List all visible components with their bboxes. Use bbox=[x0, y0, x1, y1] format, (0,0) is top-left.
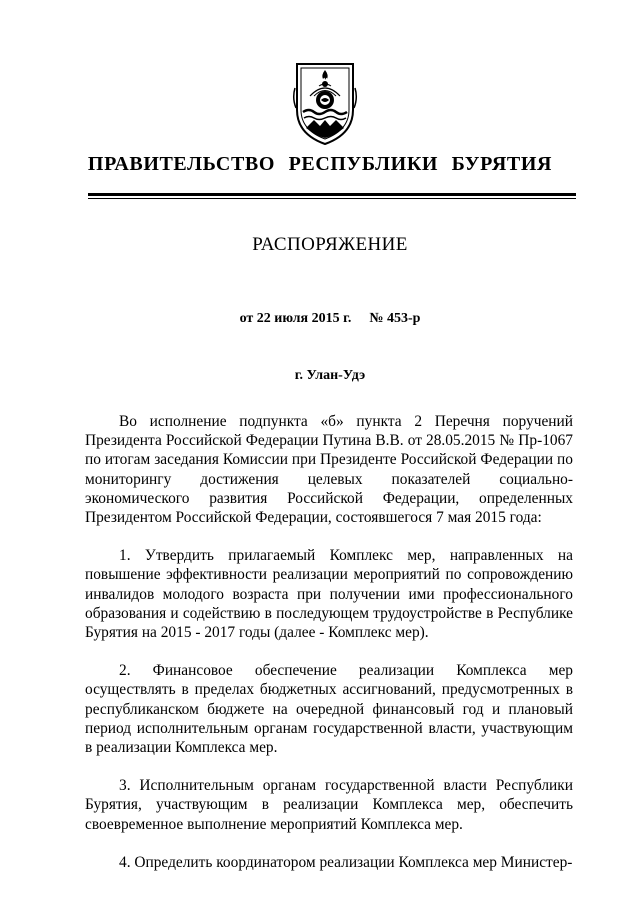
document-meta bbox=[0, 311, 640, 327]
header-rule-thick bbox=[88, 193, 576, 196]
document-type: РАСПОРЯЖЕНИЕ bbox=[252, 234, 408, 255]
paragraph-item-1: 1. Утвердить прилагаемый Комплекс мер, направленных на повышение эффективности реализации мероприятий по сопровождению инвалидов молодого возраста при получении ими профессионального образования и содействию в последующем трудоустройстве в Республике Бурятия на 2015 - 2017 годы (далее - Комплекс мер). bbox=[85, 547, 573, 642]
paragraph-item-4: 4. Определить координатором реализации Комплекса мер Министер- bbox=[119, 853, 573, 871]
document-city: г. Улан-Удэ bbox=[294, 368, 366, 383]
document-number: № 453-р bbox=[369, 311, 421, 326]
document-date: от 22 июля 2015 г. bbox=[239, 311, 352, 326]
header-rule-thin bbox=[88, 198, 576, 199]
paragraph-item-2: 2. Финансовое обеспечение реализации Комплекса мер осуществлять в пределах бюджетных ассигнований, предусмотренных в республиканском бюджете на очередной финансовый год и плановый период исполнительным органам государственной власти, участвующим в реализации Комплекса мер. bbox=[85, 662, 573, 757]
government-title: ПРАВИТЕЛЬСТВО РЕСПУБЛИКИ БУРЯТИЯ bbox=[87, 153, 553, 175]
coat-of-arms-icon bbox=[292, 58, 358, 146]
paragraph-item-3: 3. Исполнительным органам государственной власти Республики Бурятия, участвующим в реализации Комплекса мер, обеспечить своевременное выполнение мероприятий Комплекса мер. bbox=[85, 777, 573, 833]
document-body bbox=[85, 412, 573, 872]
paragraph-preamble: Во исполнение подпункта «б» пункта 2 Перечня поручений Президента Российской Федерации Путина В.В. от 28.05.2015 № Пр-1067 по итогам заседания Комиссии при Президенте Российской Федерации по мониторингу достижения целевых показателей социально-экономического развития Российской Федерации, определенных Президентом Российской Федерации, состоявшегося 7 мая 2015 года: bbox=[85, 413, 573, 527]
